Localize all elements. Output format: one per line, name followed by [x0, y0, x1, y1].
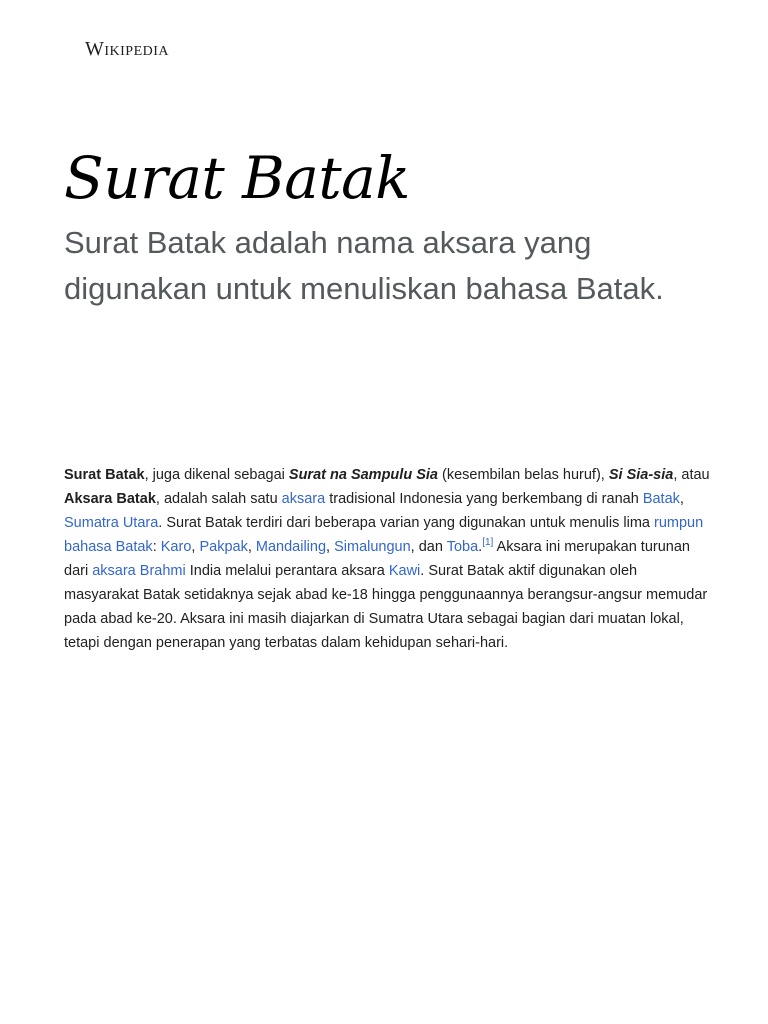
text: , adalah salah satu [155, 491, 282, 507]
text: (kesembilan belas huruf), [437, 467, 609, 483]
text: , dan [410, 539, 447, 555]
bold-term: Aksara Batak [64, 491, 156, 507]
link-rumpun-bahasa-batak[interactable]: rumpun bahasa Batak [64, 515, 704, 555]
text: , atau [673, 467, 710, 483]
text: . [478, 539, 483, 555]
text: , juga dikenal sebagai [144, 467, 289, 483]
text: tradisional Indonesia yang berkembang di ranah [325, 491, 643, 507]
reference-link[interactable]: [1] [482, 537, 494, 549]
text: : [152, 539, 161, 555]
text: , [247, 539, 256, 555]
link-mandailing[interactable]: Mandailing [255, 539, 327, 555]
link-sumatra-utara[interactable]: Sumatra Utara [64, 515, 159, 531]
link-karo[interactable]: Karo [160, 539, 192, 555]
wikipedia-wordmark[interactable]: Wikipedia [85, 38, 170, 60]
reference-1[interactable] [482, 537, 493, 548]
text: India melalui perantara aksara [185, 563, 389, 579]
link-simalungun[interactable]: Simalungun [334, 539, 411, 555]
link-batak[interactable]: Batak [642, 491, 680, 507]
text: , [191, 539, 200, 555]
article-summary: Surat Batak adalah nama aksara yang digunakan untuk menuliskan bahasa Batak. [64, 225, 664, 306]
link-aksara-brahmi[interactable]: aksara Brahmi [92, 563, 186, 579]
text: , [679, 491, 684, 507]
text: Aksara ini merupakan turunan dari [64, 539, 690, 579]
lead-paragraph [64, 463, 714, 655]
bold-term: Si Sia-sia [608, 467, 674, 483]
link-kawi[interactable]: Kawi [388, 563, 421, 579]
text: . Surat Batak terdiri dari beberapa varian yang digunakan untuk menulis lima [158, 515, 654, 531]
link-aksara[interactable]: aksara [281, 491, 326, 507]
bold-term: Surat na Sampulu Sia [288, 467, 438, 483]
text: , [326, 539, 335, 555]
page-title: Surat Batak [64, 144, 410, 212]
text: . Surat Batak aktif digunakan oleh masyarakat Batak setidaknya sejak abad ke-18 hingga penggunaannya berangsur-angsur memudar pada abad ke-20. Aksara ini masih diajarkan di Sumatra Utara sebagai bagian dari muatan lokal, tetapi dengan penerapan yang terbatas dalam kehidupan sehari-hari. [64, 563, 708, 651]
bold-term: Surat Batak [64, 467, 145, 483]
link-pakpak[interactable]: Pakpak [199, 539, 248, 555]
link-toba[interactable]: Toba [446, 539, 479, 555]
